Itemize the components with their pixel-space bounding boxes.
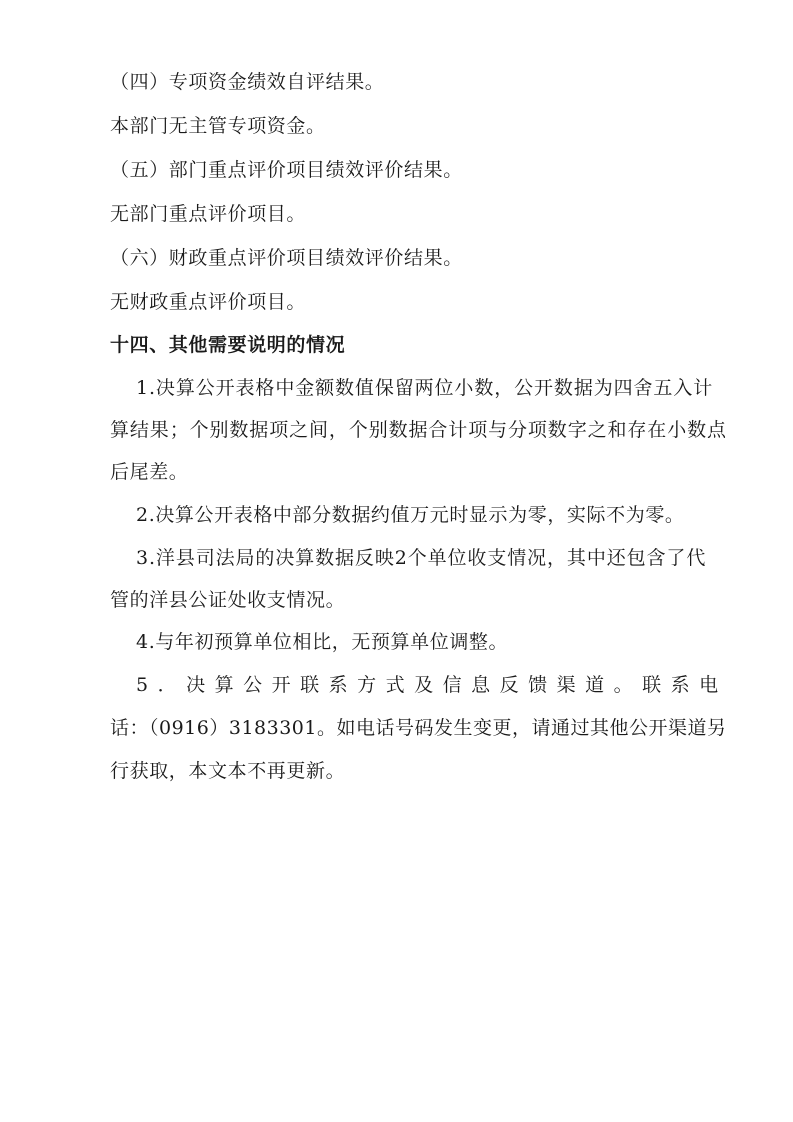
- paragraph-subsection-6-body: 无财政重点评价项目。: [110, 291, 307, 313]
- item-3-line-1: 3.洋县司法局的决算数据反映2个单位收支情况，其中还包含了代: [136, 547, 707, 569]
- item-1-line-1: 1.决算公开表格中金额数值保留两位小数，公开数据为四舍五入计: [136, 377, 714, 399]
- item-2: 2.决算公开表格中部分数据约值万元时显示为零，实际不为零。: [136, 504, 685, 526]
- item-3-line-2: 管的洋县公证处收支情况。: [110, 589, 346, 611]
- item-1-line-2: 算结果；个别数据项之间，个别数据合计项与分项数字之和存在小数点: [110, 419, 727, 441]
- item-5-line-3: 行获取，本文本不再更新。: [110, 760, 346, 782]
- section-heading: 十四、其他需要说明的情况: [110, 334, 346, 356]
- item-4: 4.与年初预算单位相比，无预算单位调整。: [136, 631, 509, 653]
- paragraph-subsection-4-body: 本部门无主管专项资金。: [110, 115, 326, 137]
- paragraph-subsection-5-title: （五）部门重点评价项目绩效评价结果。: [110, 159, 463, 181]
- item-5-line-1: 5．决算公开联系方式及信息反馈渠道。联系电: [136, 674, 728, 696]
- item-1-line-3: 后尾差。: [110, 461, 189, 483]
- paragraph-subsection-5-body: 无部门重点评价项目。: [110, 203, 307, 225]
- paragraph-subsection-4-title: （四）专项资金绩效自评结果。: [110, 71, 385, 93]
- item-5-line-2: 话：（0916）3183301。如电话号码发生变更，请通过其他公开渠道另: [110, 717, 727, 739]
- paragraph-subsection-6-title: （六）财政重点评价项目绩效评价结果。: [110, 247, 463, 269]
